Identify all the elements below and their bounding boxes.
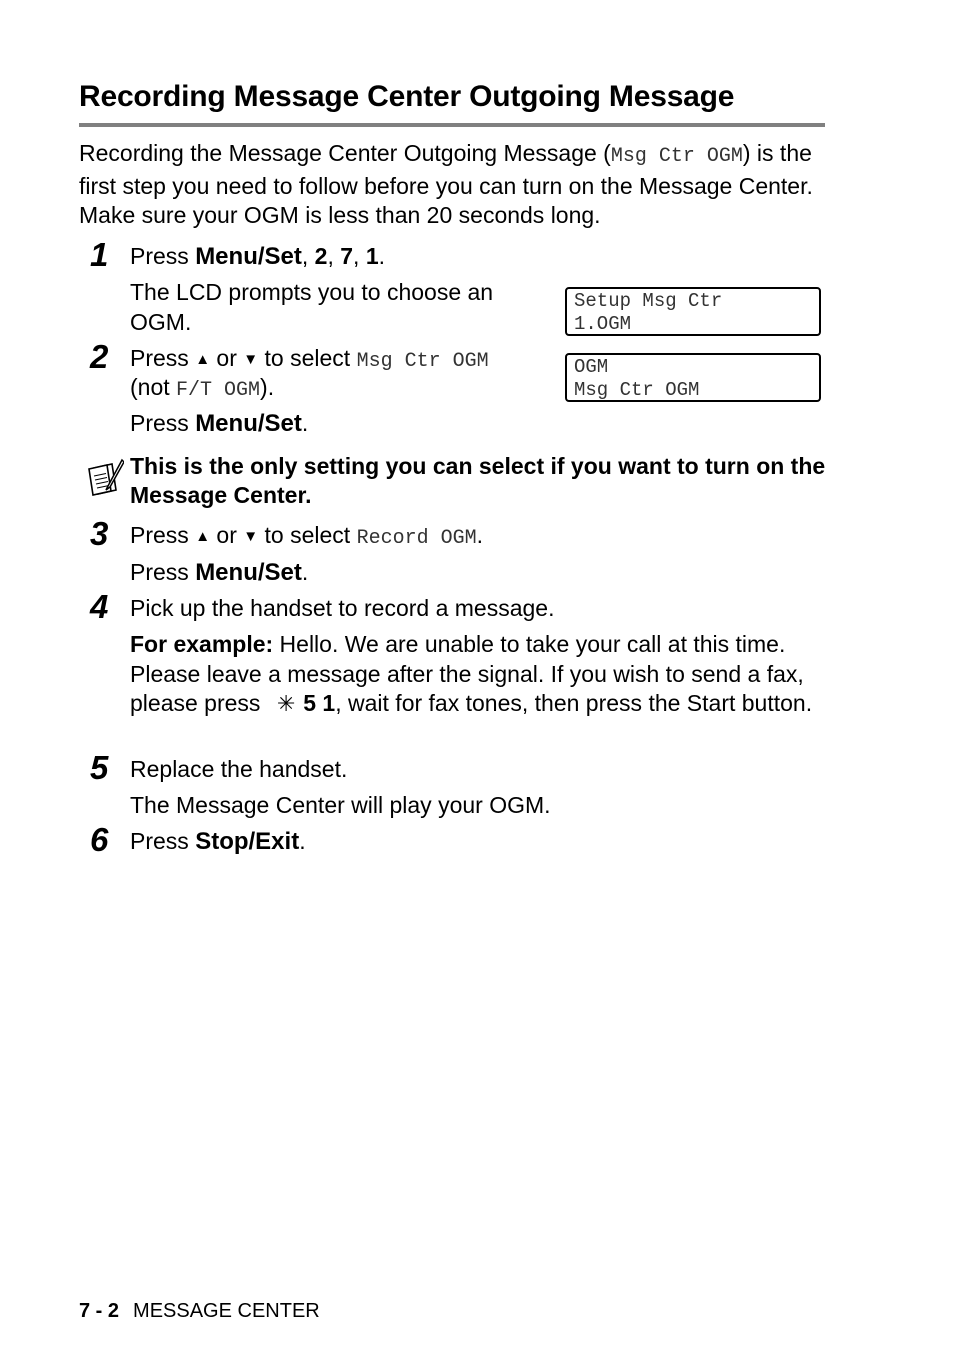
step-1-key-7: 7 xyxy=(340,243,354,269)
lcd-display-2 xyxy=(565,353,821,402)
step-1-instruction xyxy=(130,242,385,272)
lcd-display-1 xyxy=(565,287,821,336)
step-2-key-menuset: Menu/Set xyxy=(195,410,302,437)
step-3-end2: . xyxy=(301,559,309,585)
down-arrow-icon: ▼ xyxy=(243,528,259,545)
step-1-sep: , xyxy=(327,243,341,269)
step-2-press2: Press xyxy=(130,410,196,436)
step-2-not-option: F/T OGM xyxy=(176,379,261,402)
step-6-end: . xyxy=(299,828,306,854)
step-3-number: 3 xyxy=(90,515,109,552)
step-3-press2: Press xyxy=(130,559,196,585)
footer-section: MESSAGE CENTER xyxy=(133,1300,320,1322)
step-5-number: 5 xyxy=(90,749,109,786)
step-4-example-keys: 5 1 xyxy=(303,690,336,716)
page-footer xyxy=(79,1300,320,1323)
step-2-press-menuset xyxy=(130,409,308,439)
step-3-key-menuset: Menu/Set xyxy=(195,559,302,586)
title-rule xyxy=(79,123,825,127)
step-2-not-open: (not xyxy=(130,374,177,400)
step-1-press: Press xyxy=(130,243,196,269)
note-pad-icon xyxy=(86,458,124,498)
step-3-instruction xyxy=(130,521,483,554)
step-1-description: The LCD prompts you to choose an OGM. xyxy=(130,279,494,335)
step-2-or: or xyxy=(210,345,244,371)
star-key-icon: ✳ xyxy=(276,691,296,716)
step-4-example-label: For example: xyxy=(130,631,274,657)
step-2-number: 2 xyxy=(90,338,109,375)
step-4-example-text-1: Hello. We are unable to take your call at this time. Please leave a message after the signal. If you wish to send a fax, please press xyxy=(130,631,804,716)
step-1-key-2: 2 xyxy=(314,243,328,269)
step-1-number: 1 xyxy=(90,236,109,273)
step-4-example xyxy=(130,630,830,719)
intro-text-before: Recording the Message Center Outgoing Message ( xyxy=(79,140,611,166)
intro-mono-option: Msg Ctr OGM xyxy=(610,145,743,168)
step-4-number: 4 xyxy=(90,588,109,625)
lcd-2-line-1: OGM xyxy=(574,356,609,378)
down-arrow-icon: ▼ xyxy=(243,351,259,368)
page-number: 7 - 2 xyxy=(79,1300,120,1322)
step-2-end: . xyxy=(301,410,309,436)
step-2-option: Msg Ctr OGM xyxy=(356,350,489,373)
step-1-sep: , xyxy=(301,243,315,269)
lcd-1-line-1: Setup Msg Ctr xyxy=(574,290,723,312)
step-6-number: 6 xyxy=(90,821,109,858)
step-2-to-select: to select xyxy=(258,345,357,371)
step-5-description: The Message Center will play your OGM. xyxy=(130,792,551,818)
step-3-press: Press xyxy=(130,522,196,548)
up-arrow-icon: ▲ xyxy=(195,351,211,368)
intro-text-after: ) is the first step you need to follow before you can turn on the Message Center. Make sure your OGM is less than 20 seconds long. xyxy=(79,140,813,228)
step-2-instruction xyxy=(130,344,489,377)
intro-paragraph xyxy=(79,139,839,231)
step-2-not-note xyxy=(130,373,274,406)
step-3-end: . xyxy=(476,522,483,548)
lcd-1-line-2: 1.OGM xyxy=(574,312,632,335)
lcd-2-line-2: Msg Ctr OGM xyxy=(574,378,700,401)
step-2-not-close: ). xyxy=(260,374,275,400)
step-1-sep: , xyxy=(353,243,366,269)
step-5-instruction: Replace the handset. xyxy=(130,756,348,782)
up-arrow-icon: ▲ xyxy=(195,528,211,545)
step-1-key-1: 1 xyxy=(365,243,379,269)
step-1-key-menuset: Menu/Set xyxy=(195,243,302,270)
step-4-instruction: Pick up the handset to record a message. xyxy=(130,595,555,621)
page-title: Recording Message Center Outgoing Message xyxy=(79,80,735,113)
step-3-or: or xyxy=(210,522,244,548)
note-text: This is the only setting you can select if you want to turn on the Message Center. xyxy=(130,453,826,508)
step-3-press-menuset xyxy=(130,558,308,588)
step-3-to-select: to select xyxy=(258,522,357,548)
step-6-key-stopexit: Stop/Exit xyxy=(195,828,300,855)
step-4-example-text-2: , wait for fax tones, then press the Start button. xyxy=(335,690,813,716)
step-3-option: Record OGM xyxy=(356,527,477,550)
step-1-end: . xyxy=(378,243,385,269)
step-6-press: Press xyxy=(130,828,196,854)
step-2-press: Press xyxy=(130,345,196,371)
step-6-instruction xyxy=(130,827,306,857)
